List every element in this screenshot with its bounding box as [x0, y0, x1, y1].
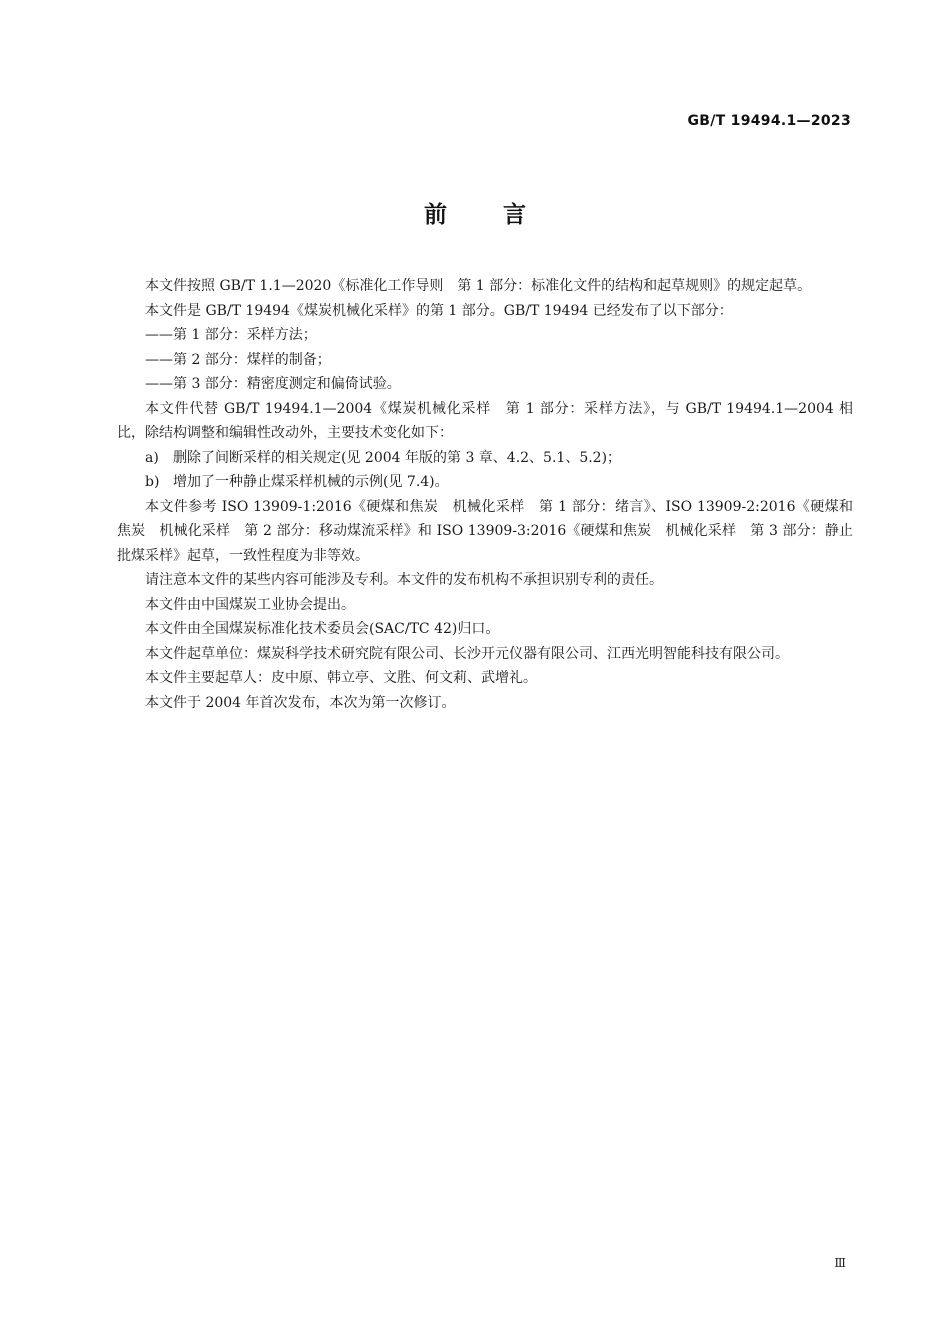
standard-number: GB/T 19494.1—2023 — [687, 113, 851, 129]
change-item-b-text: 增加了一种静止煤采样机械的示例(见 7.4)。 — [173, 474, 449, 490]
change-item-b-marker: b) — [145, 474, 160, 490]
paragraph-drafting-units: 本文件起草单位：煤炭科学技术研究院有限公司、长沙开元仪器有限公司、江西光明智能科技有限公司。 — [145, 645, 789, 662]
paragraph-technical-committee: 本文件由全国煤炭标准化技术委员会(SAC/TC 42)归口。 — [145, 621, 500, 637]
page-number: Ⅲ — [834, 1256, 846, 1270]
paragraph-replacement: 本文件代替 GB/T 19494.1—2004《煤炭机械化采样 第 1 部分：采样方法》，与 GB/T 19494.1—2004 相比，除结构调整和编辑性改动外，主要技术变化如下： — [117, 400, 853, 441]
paragraph-publication-history: 本文件于 2004 年首次发布，本次为第一次修订。 — [145, 694, 456, 711]
paragraph-parts-intro: 本文件是 GB/T 19494《煤炭机械化采样》的第 1 部分。GB/T 19494 已经发布了以下部分： — [145, 302, 733, 319]
part-list-item-3: ——第 3 部分：精密度测定和偏倚试验。 — [145, 376, 401, 392]
foreword-body — [117, 274, 853, 715]
paragraph-patent-notice: 请注意本文件的某些内容可能涉及专利。本文件的发布机构不承担识别专利的责任。 — [145, 572, 663, 588]
change-item-a — [117, 446, 853, 471]
change-item-a-marker: a) — [145, 449, 159, 466]
paragraph-drafting-rules: 本文件按照 GB/T 1.1—2020《标准化工作导则 第 1 部分：标准化文件的结构和起草规则》的规定起草。 — [145, 278, 812, 294]
paragraph-iso-reference: 本文件参考 ISO 13909-1:2016《硬煤和焦炭 机械化采样 第 1 部分：绪言》、ISO 13909-2:2016《硬煤和焦炭 机械化采样 第 2 部分：移动煤流采样》和 ISO 13909-3:2016《硬煤和焦炭 机械化采样 第 3 部分：静止批煤采样》起草，一致性程度为非等效。 — [117, 498, 853, 564]
change-item-a-text: 删除了间断采样的相关规定(见 2004 年版的第 3 章、4.2、5.1、5.2)； — [173, 449, 622, 466]
paragraph-proposed-by: 本文件由中国煤炭工业协会提出。 — [145, 596, 355, 613]
change-item-b — [117, 470, 853, 495]
paragraph-drafters: 本文件主要起草人：皮中原、韩立亭、文胜、何文莉、武增礼。 — [145, 670, 537, 686]
part-list-item-2: ——第 2 部分：煤样的制备； — [145, 351, 331, 368]
part-list-item-1: ——第 1 部分：采样方法； — [145, 327, 317, 343]
page-title: 前言 — [424, 202, 582, 228]
